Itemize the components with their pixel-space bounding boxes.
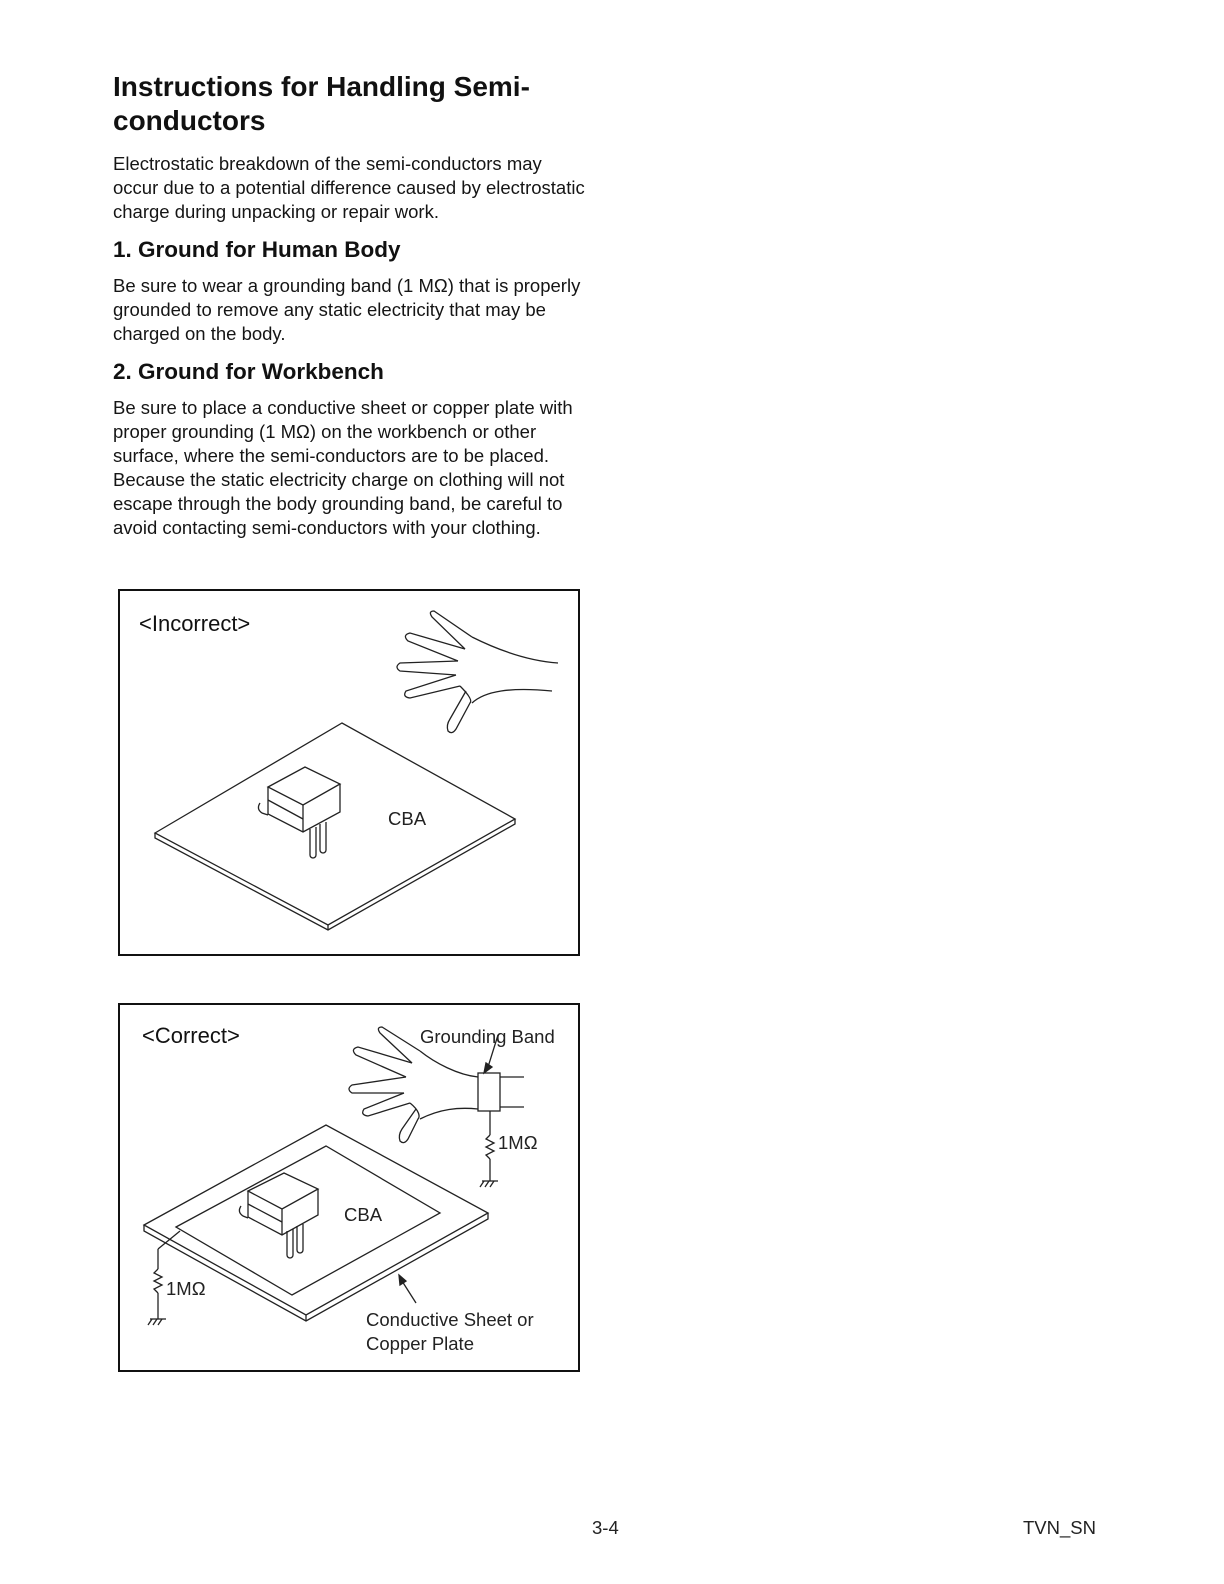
page-number: 3-4: [592, 1517, 619, 1538]
correct-figure: [118, 1003, 580, 1372]
sheet-label-line1: Conductive Sheet or: [366, 1309, 534, 1330]
band-resistor-icon: [480, 1111, 498, 1187]
correct-board-label: CBA: [344, 1204, 383, 1225]
grounding-band-label: Grounding Band: [420, 1026, 555, 1047]
document-code: TVN_SN: [1023, 1517, 1096, 1538]
incorrect-illustration: [120, 591, 578, 954]
sheet-pointer-arrow: [399, 1275, 416, 1303]
sheet-label-line2: Copper Plate: [366, 1333, 474, 1354]
incorrect-figure-title: <Incorrect>: [139, 611, 251, 636]
correct-figure-title: <Correct>: [142, 1023, 240, 1048]
intro-paragraph: Electrostatic breakdown of the semi-conductors may occur due to a potential difference caused by electrostatic charge during unpacking or repair work.: [113, 153, 585, 222]
step-2-text: Be sure to place a conductive sheet or copper plate with proper grounding (1 MΩ) on the workbench or other surface, where the semi-conductors are to be placed. Because the static electricity charge on clothing will not escape through the body grounding band, be careful to avoid contacting semi-conductors with your clothing.: [113, 397, 573, 538]
circuit-board-icon: [155, 723, 515, 930]
step-1-heading: 1. Ground for Human Body: [113, 237, 401, 262]
incorrect-board-label: CBA: [388, 808, 427, 829]
step-1-text: Be sure to wear a grounding band (1 MΩ) that is properly grounded to remove any static electricity that may be charged on the body.: [113, 275, 581, 344]
wrist-band-icon: [478, 1035, 524, 1111]
section-title: Instructions for Handling Semi-conductors: [113, 71, 530, 136]
hand-icon: [349, 1027, 478, 1143]
band-resistor-label: 1MΩ: [498, 1132, 538, 1153]
step-2-heading: 2. Ground for Workbench: [113, 359, 384, 384]
incorrect-figure: [118, 589, 580, 956]
hand-icon: [397, 611, 558, 733]
sheet-resistor-label: 1MΩ: [166, 1278, 206, 1299]
content-column: [113, 70, 591, 552]
